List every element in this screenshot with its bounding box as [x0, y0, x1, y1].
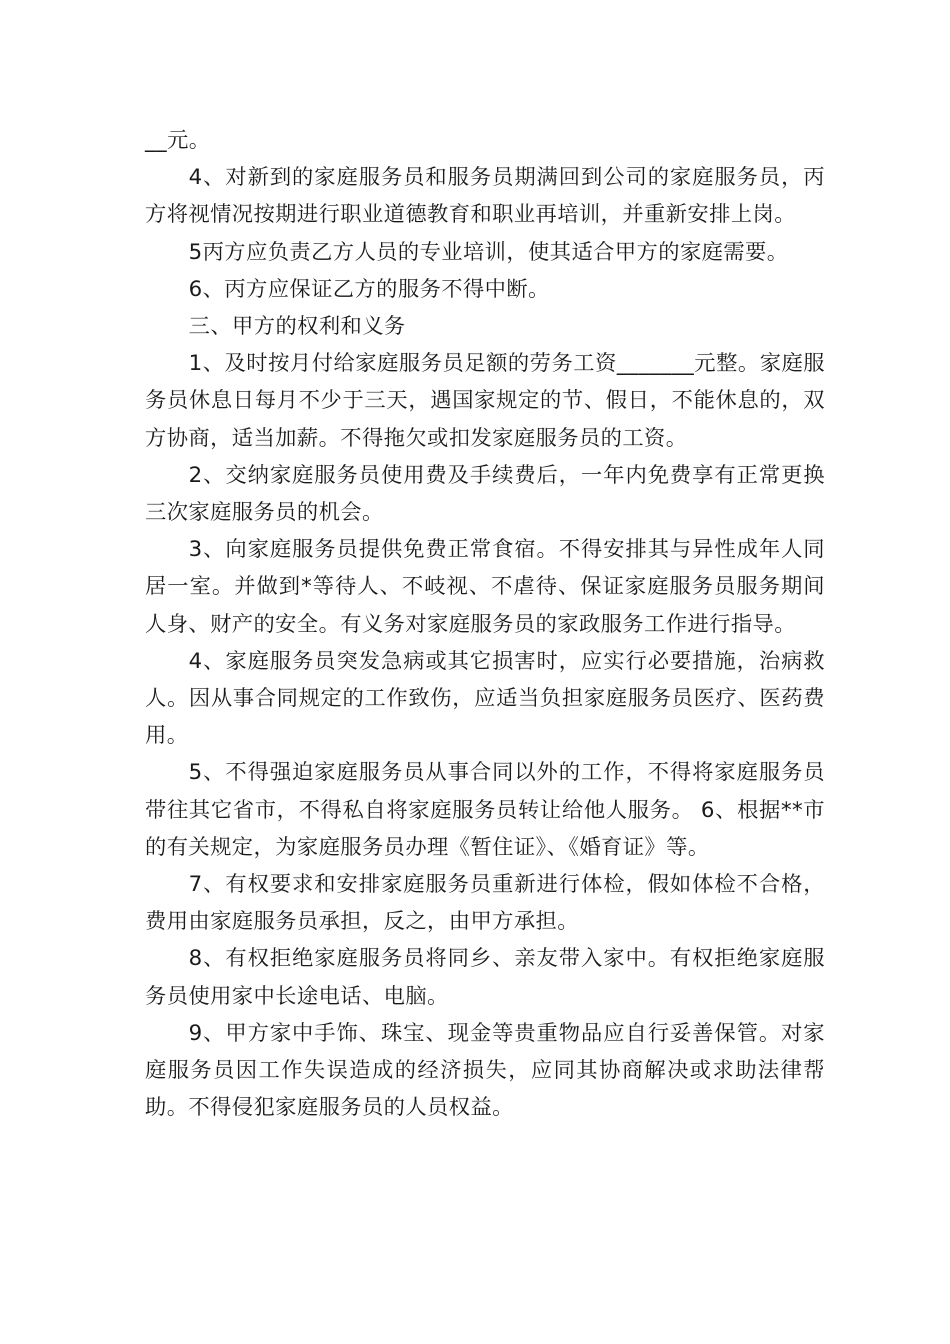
- paragraph-a-item-9: 9、甲方家中手饰、珠宝、现金等贵重物品应自行妥善保管。对家庭服务员因工作失误造成的经济损失，应同其协商解决或求助法律帮助。不得侵犯家庭服务员的人员权益。: [145, 1020, 825, 1121]
- paragraph-a-item-7: 7、有权要求和安排家庭服务员重新进行体检，假如体检不合格，费用由家庭服务员承担，反之，由甲方承担。: [145, 872, 825, 935]
- paragraph-amount-continuation: __元。: [145, 128, 211, 153]
- paragraph-c-item-6: 6、丙方应保证乙方的服务不得中断。: [188, 276, 550, 302]
- document-body: [145, 122, 825, 1126]
- paragraph-c-item-5: 5丙方应负责乙方人员的专业培训，使其适合甲方的家庭需要。: [188, 239, 789, 265]
- section-heading-party-a: 三、甲方的权利和义务: [188, 314, 406, 340]
- paragraph-a-item-4: 4、家庭服务员突发急病或其它损害时，应实行必要措施，治病救人。因从事合同规定的工作致伤，应适当负担家庭服务员医疗、医药费用。: [145, 648, 825, 749]
- paragraph-c-item-4: 4、对新到的家庭服务员和服务员期满回到公司的家庭服务员，丙方将视情况按期进行职业道德教育和职业再培训，并重新安排上岗。: [145, 165, 825, 228]
- paragraph-a-item-8: 8、有权拒绝家庭服务员将同乡、亲友带入家中。有权拒绝家庭服务员使用家中长途电话、电脑。: [145, 946, 825, 1009]
- paragraph-a-item-1: 1、及时按月付给家庭服务员足额的劳务工资_______元整。家庭服务员休息日每月不少于三天，遇国家规定的节、假日，不能休息的，双方协商，适当加薪。不得拖欠或扣发家庭服务员的工资。: [145, 351, 825, 451]
- paragraph-a-item-2: 2、交纳家庭服务员使用费及手续费后，一年内免费享有正常更换三次家庭服务员的机会。: [145, 462, 825, 526]
- paragraph-a-item-3: 3、向家庭服务员提供免费正常食宿。不得安排其与异性成年人同居一室。并做到*等待人、不岐视、不虐待、保证家庭服务员服务期间人身、财产的安全。有义务对家庭服务员的家政服务工作进行指导。: [145, 537, 825, 637]
- paragraph-a-item-5-6: 5、不得强迫家庭服务员从事合同以外的工作，不得将家庭服务员带往其它省市，不得私自将家庭服务员转让给他人服务。 6、根据**市的有关规定，为家庭服务员办理《暂住证》、《婚育证》等。: [145, 760, 825, 860]
